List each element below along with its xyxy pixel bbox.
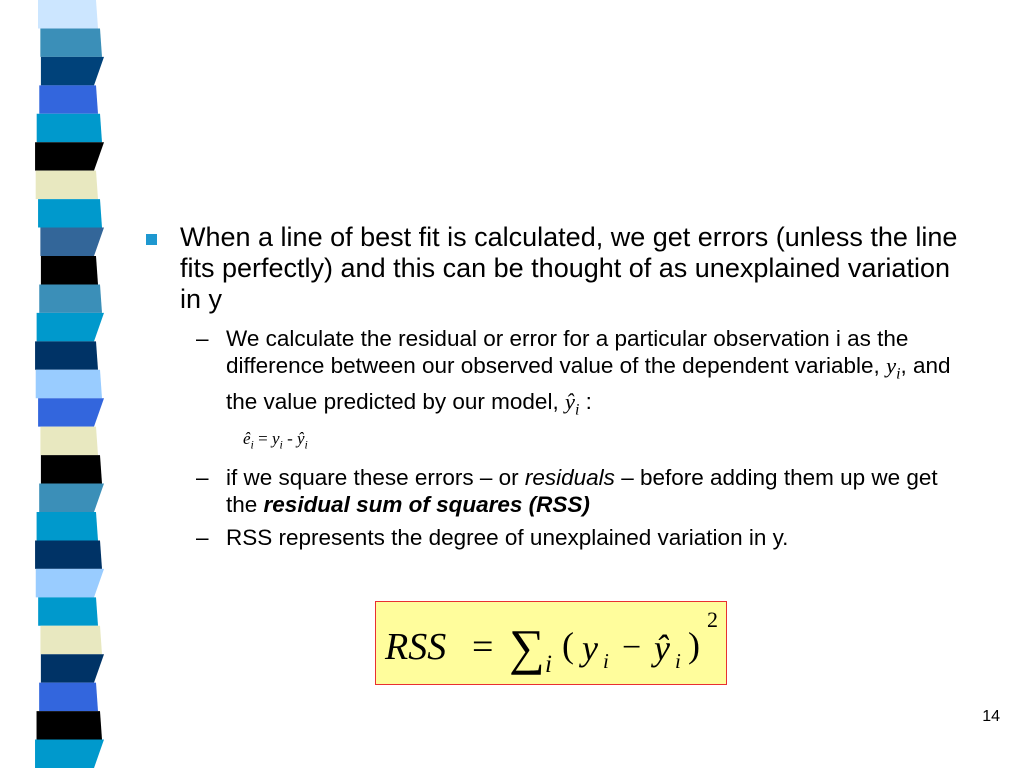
- stripe-band: [36, 370, 102, 398]
- stripe-band: [37, 114, 102, 142]
- stripe-band: [39, 484, 104, 512]
- y-subscript: i: [603, 649, 609, 673]
- stripe-band: [38, 398, 104, 426]
- rss-term: residual sum of squares (RSS): [263, 492, 590, 518]
- sub-text-part3: :: [579, 388, 592, 414]
- stripe-band: [40, 228, 104, 256]
- stripe-band: [39, 85, 98, 113]
- residual-formula: $ê_i = y_i$ - $ŷ_i$: [243, 429, 308, 452]
- stripe-band: [38, 0, 98, 28]
- stripe-band: [40, 427, 98, 455]
- stripe-band: [36, 171, 98, 199]
- stripe-band: [40, 28, 102, 56]
- stripe-band: [38, 597, 98, 625]
- stripe-band: [37, 512, 98, 540]
- page-number: 14: [982, 708, 1000, 725]
- rss-formula-box: [375, 601, 727, 685]
- sub3-text: RSS represents the degree of unexplained variation in y.: [226, 525, 789, 551]
- y-symbol: y: [582, 628, 598, 668]
- bullet-item: [140, 222, 960, 315]
- rss-formula: [376, 602, 728, 686]
- square-bullet-icon: [146, 234, 157, 245]
- stripe-band: [40, 626, 102, 654]
- sub-bullet-list: [140, 325, 960, 551]
- minus-sign: −: [622, 629, 642, 666]
- yhat-variable: $ŷ_i$: [564, 388, 580, 418]
- sub-bullet-rss-meaning: [140, 524, 960, 551]
- rss-symbol: RSS: [385, 626, 447, 668]
- stripe-band: [41, 654, 104, 682]
- close-paren: ): [688, 625, 700, 665]
- open-paren: (: [562, 625, 574, 665]
- yhat-symbol: ŷ: [654, 628, 670, 668]
- stripe-band: [37, 711, 102, 739]
- dash-bullet: –: [196, 525, 209, 551]
- slide-content: [140, 222, 960, 557]
- equals-sign: =: [472, 626, 494, 668]
- sub-text-part1: We calculate the residual or error for a particular observation i as the difference between our observed value of the dependent variable,: [226, 326, 909, 378]
- sigma-icon: ∑: [509, 619, 545, 675]
- sub-text-part2: , and the value predicted by our model,: [226, 353, 951, 414]
- stripe-band: [41, 57, 104, 85]
- sub2-text-part2: – before adding them up we get the: [226, 465, 938, 518]
- sub2-text-part1: if we square these errors – or: [226, 465, 525, 491]
- yi-variable: $y_i$: [886, 353, 901, 383]
- sub-bullet-residual: [140, 325, 960, 423]
- decorative-stripe-bar: [0, 0, 110, 768]
- sub-bullet-rss-definition: [140, 464, 960, 518]
- exponent: 2: [707, 607, 718, 632]
- stripe-band: [35, 341, 98, 369]
- dash-bullet: –: [196, 465, 209, 491]
- stripe-band: [35, 740, 104, 768]
- stripe-band: [35, 142, 104, 170]
- stripe-band: [41, 455, 102, 483]
- sum-index: i: [545, 651, 552, 678]
- stripe-band: [38, 199, 102, 227]
- stripe-band: [37, 313, 104, 341]
- bullet-text: When a line of best fit is calculated, we get errors (unless the line fits perfectly) and this can be thought of as unexplained variation in y: [180, 222, 958, 314]
- stripe-band: [35, 540, 102, 568]
- stripe-band: [39, 284, 102, 312]
- yhat-subscript: i: [675, 649, 681, 673]
- stripe-band: [41, 256, 98, 284]
- stripe-band: [39, 683, 98, 711]
- stripe-band: [36, 569, 104, 597]
- dash-bullet: –: [196, 326, 209, 351]
- residuals-italic: residuals: [524, 465, 615, 491]
